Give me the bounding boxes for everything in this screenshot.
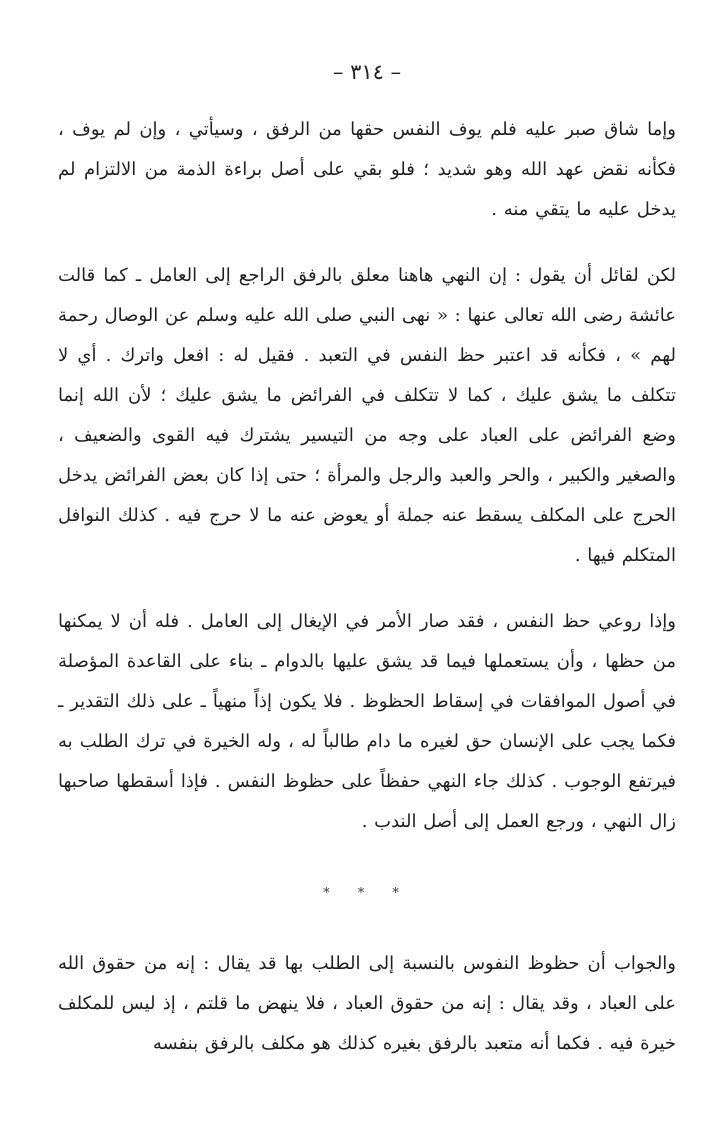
page-number: – ٣١٤ – <box>332 60 402 84</box>
paragraph-4: والجواب أن حظوظ النفوس بالنسبة إلى الطلب بها قد يقال : إنه من حقوق الله على العباد ، وقد يقال : إنه من حقوق العباد ، فلا ينهض ما قلتم ، إذ ليس للمكلف خيرة فيه . فكما أنه متعبد بالرفق بغيره كذلك هو مكلف بالرفق بنفسه <box>58 953 676 1054</box>
section-separator: * * * <box>323 886 411 901</box>
paragraph-3: وإذا روعي حظ النفس ، فقد صار الأمر في الإيغال إلى العامل . فله أن لا يمكنها من حظها ، وأن يستعملها فيما قد يشق عليها بالدوام ـ بناء على القاعدة المؤصلة في أصول الموافقات في إسقاط الحظوظ . فلا يكون إذاً منهياً ـ على ذلك التقدير ـ فكما يجب على الإنسان حق لغيره ما دام طالباً له ، وله الخيرة في ترك الطلب به فيرتفع الوجوب . كذلك جاء النهي حفظاً على حظوظ النفس . فإذا أسقطها صاحبها زال النهي ، ورجع العمل إلى أصل الندب . <box>58 611 676 832</box>
paragraph-2: لكن لقائل أن يقول : إن النهي هاهنا معلق بالرفق الراجع إلى العامل ـ كما قالت عائشة رضى الله تعالى عنها : « نهى النبي صلى الله عليه وسلم عن الوصال رحمة لهم » ، فكأنه قد اعتبر حظ النفس في التعبد . فقيل له : افعل واترك . أي لا تتكلف ما يشق عليك ، كما لا تتكلف في الفرائض ما يشق عليك ؛ لأن الله إنما وضع الفرائض على العباد على وجه من التيسير يشترك فيه القوى والضعيف ، والصغير والكبير ، والحر والعبد والرجل والمرأة ؛ حتى إذا كان بعض الفرائض يدخل الحرج على المكلف يسقط عنه جملة أو يعوض عنه ما لا حرج فيه . كذلك النوافل المتكلم فيها . <box>58 265 676 566</box>
paragraph-1: وإما شاق صبر عليه فلم يوف النفس حقها من الرفق ، وسيأتي ، وإن لم يوف ، فكأنه نقض عهد الله وهو شديد ؛ فلو بقي على أصل براءة الذمة من الالتزام لم يدخل عليه ما يتقي منه . <box>58 119 676 220</box>
